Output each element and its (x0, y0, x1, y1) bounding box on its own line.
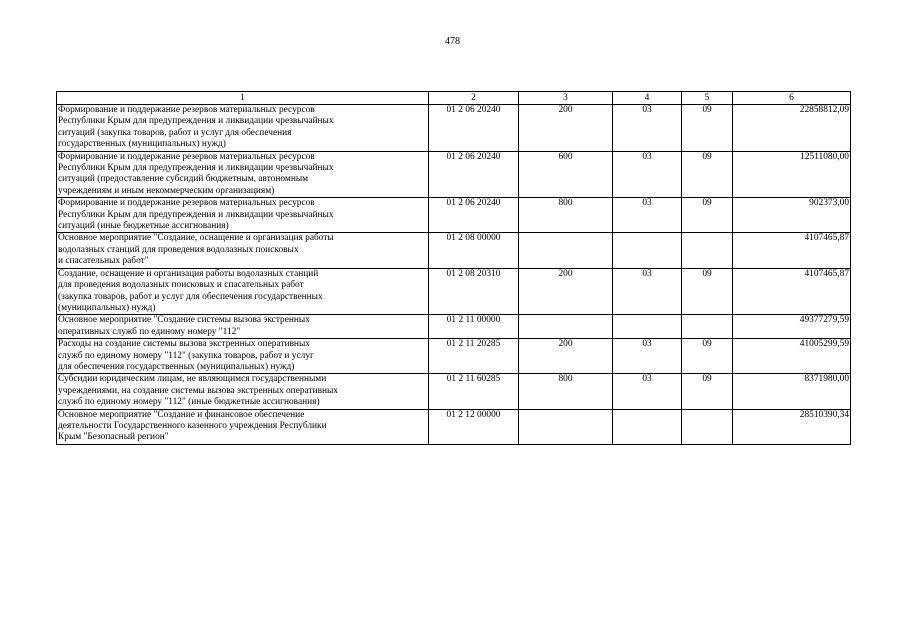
row-vr-cell: 200 (519, 339, 613, 374)
row-name-cell: Формирование и поддержание резервов материальных ресурсов Республики Крым для предупреждения и ликвидации чрезвычайных ситуаций (закупка товаров, работ и услуг для обеспечения государственных (муниципальных) нужд) (57, 105, 429, 152)
row-name-cell: Основное мероприятие "Создание системы вызова экстренных оперативных служб по единому номеру "112" (57, 315, 429, 339)
row-csr-cell: 01 2 06 20240 (429, 105, 519, 152)
row-amount-cell: 4107465,87 (733, 268, 851, 315)
header-col-6: 6 (733, 92, 851, 105)
table-row (57, 374, 851, 409)
table-row (57, 198, 851, 233)
row-csr-cell: 01 2 06 20240 (429, 198, 519, 233)
row-amount-cell: 902373,00 (733, 198, 851, 233)
header-row (57, 92, 851, 105)
row-name-cell: Формирование и поддержание резервов материальных ресурсов Республики Крым для предупреждения и ликвидации чрезвычайных ситуаций (иные бюджетные ассигнования) (57, 198, 429, 233)
row-rz-cell (613, 233, 682, 268)
row-vr-cell: 800 (519, 198, 613, 233)
header-col-1: 1 (57, 92, 429, 105)
row-vr-cell (519, 409, 613, 444)
table-header (57, 92, 851, 105)
row-pr-cell: 09 (682, 339, 733, 374)
row-csr-cell: 01 2 08 00000 (429, 233, 519, 268)
row-vr-cell: 200 (519, 268, 613, 315)
row-vr-cell: 800 (519, 374, 613, 409)
page-number: 478 (445, 36, 460, 47)
row-rz-cell (613, 315, 682, 339)
header-col-5: 5 (682, 92, 733, 105)
row-name-cell: Основное мероприятие "Создание, оснащение и организация работы водолазных станций для проведения водолазных поисковых и спасательных работ" (57, 233, 429, 268)
row-csr-cell: 01 2 11 00000 (429, 315, 519, 339)
row-pr-cell (682, 315, 733, 339)
table-body (57, 105, 851, 445)
row-name-cell: Основное мероприятие "Создание и финансовое обеспечение деятельности Государственного казенного учреждения Республики Крым "Безопасный регион" (57, 409, 429, 444)
row-amount-cell: 22858812,09 (733, 105, 851, 152)
row-amount-cell: 28510390,34 (733, 409, 851, 444)
row-vr-cell: 200 (519, 105, 613, 152)
row-rz-cell: 03 (613, 198, 682, 233)
row-rz-cell: 03 (613, 151, 682, 198)
row-name-cell: Расходы на создание системы вызова экстренных оперативных служб по единому номеру "112" (закупка товаров, работ и услуг для обеспечения государственных (муниципальных) нужд) (57, 339, 429, 374)
row-name-cell: Формирование и поддержание резервов материальных ресурсов Республики Крым для предупреждения и ликвидации чрезвычайных ситуаций (предоставление субсидий бюджетным, автономным учреждениям и иным некоммерческим организациям) (57, 151, 429, 198)
header-col-2: 2 (429, 92, 519, 105)
row-csr-cell: 01 2 08 20310 (429, 268, 519, 315)
header-col-4: 4 (613, 92, 682, 105)
row-pr-cell: 09 (682, 151, 733, 198)
row-csr-cell: 01 2 12 00000 (429, 409, 519, 444)
row-csr-cell: 01 2 11 60285 (429, 374, 519, 409)
table-row (57, 409, 851, 444)
row-rz-cell: 03 (613, 339, 682, 374)
row-rz-cell: 03 (613, 268, 682, 315)
table-row (57, 268, 851, 315)
row-pr-cell: 09 (682, 105, 733, 152)
budget-table (56, 91, 851, 445)
row-pr-cell (682, 233, 733, 268)
row-amount-cell: 8371980,00 (733, 374, 851, 409)
table-row (57, 151, 851, 198)
row-amount-cell: 12511080,00 (733, 151, 851, 198)
row-amount-cell: 49377279,59 (733, 315, 851, 339)
row-csr-cell: 01 2 11 20285 (429, 339, 519, 374)
row-rz-cell: 03 (613, 374, 682, 409)
row-vr-cell: 600 (519, 151, 613, 198)
row-pr-cell: 09 (682, 198, 733, 233)
row-rz-cell (613, 409, 682, 444)
row-name-cell: Субсидии юридическим лицам, не являющимся государственными учреждениями, на создание системы вызова экстренных оперативных служб по единому номеру "112" (иные бюджетные ассигнования) (57, 374, 429, 409)
row-amount-cell: 4107465,87 (733, 233, 851, 268)
row-name-cell: Создание, оснащение и организация работы водолазных станций для проведения водолазных поисковых и спасательных работ (закупка товаров, работ и услуг для обеспечения государственных (муниципальных) нужд) (57, 268, 429, 315)
row-pr-cell: 09 (682, 374, 733, 409)
table-row (57, 105, 851, 152)
row-amount-cell: 41005299,59 (733, 339, 851, 374)
table-row (57, 339, 851, 374)
row-csr-cell: 01 2 06 20240 (429, 151, 519, 198)
table-row (57, 233, 851, 268)
row-vr-cell (519, 315, 613, 339)
table-row (57, 315, 851, 339)
row-rz-cell: 03 (613, 105, 682, 152)
row-pr-cell: 09 (682, 268, 733, 315)
row-pr-cell (682, 409, 733, 444)
header-col-3: 3 (519, 92, 613, 105)
row-vr-cell (519, 233, 613, 268)
